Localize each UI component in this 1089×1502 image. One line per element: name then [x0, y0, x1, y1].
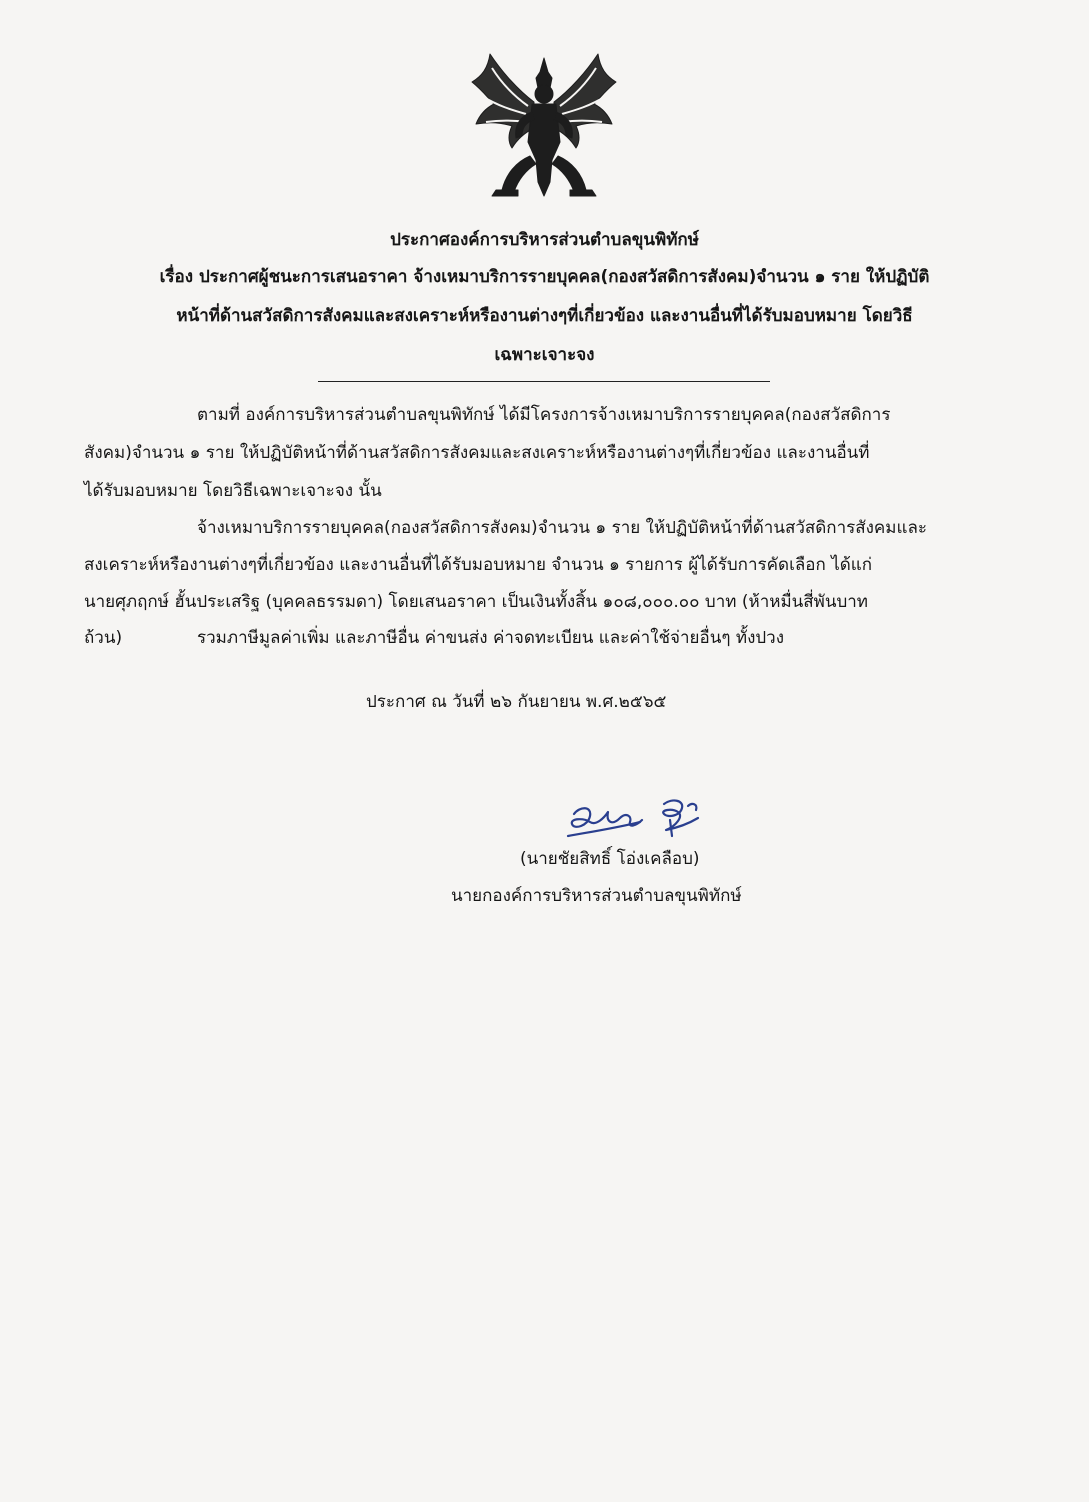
announcement-title: ประกาศองค์การบริหารส่วนตำบลขุนพิทักษ์: [390, 230, 699, 250]
paragraph-line: นายศุภฤกษ์ ฮั้นประเสริฐ (บุคคลธรรมดา) โดยเสนอราคา เป็นเงินทั้งสิ้น ๑๐๘,๐๐๐.๐๐ บาท (ห้าหมื่นสี่พันบาท: [84, 592, 869, 612]
paragraph-line: รวมภาษีมูลค่าเพิ่ม และภาษีอื่น ค่าขนส่ง ค่าจดทะเบียน และค่าใช้จ่ายอื่นๆ ทั้งปวง: [197, 628, 785, 648]
paragraph-line: สงเคราะห์หรืองานต่างๆที่เกี่ยวข้อง และงานอื่นที่ได้รับมอบหมาย จำนวน ๑ รายการ ผู้ได้รับการคัดเลือก ได้แก่: [84, 555, 873, 575]
subject-line: หน้าที่ด้านสวัสดิการสังคมและสงเคราะห์หรืองานต่างๆที่เกี่ยวข้อง และงานอื่นที่ได้รับมอบหมาย โดยวิธี: [176, 306, 913, 326]
paragraph-line: ได้รับมอบหมาย โดยวิธีเฉพาะเจาะจง นั้น: [84, 481, 382, 501]
signer-name: (นายชัยสิทธิ์ โอ่งเคลือบ): [520, 849, 700, 869]
title-divider: [318, 381, 770, 382]
signature-mark: [560, 796, 710, 846]
announce-date: ประกาศ ณ วันที่ ๒๖ กันยายน พ.ศ.๒๕๖๕: [366, 692, 667, 712]
paragraph-line: จ้างเหมาบริการรายบุคคล(กองสวัสดิการสังคม)จำนวน ๑ ราย ให้ปฏิบัติหน้าที่ด้านสวัสดิการสังคมและ: [197, 518, 928, 538]
paragraph-line: สังคม)จำนวน ๑ ราย ให้ปฏิบัติหน้าที่ด้านสวัสดิการสังคมและสงเคราะห์หรืองานต่างๆที่เกี่ยวข้อง และงานอื่นที่: [84, 443, 870, 463]
paragraph-line: ถ้วน): [84, 628, 123, 648]
paragraph-line: ตามที่ องค์การบริหารส่วนตำบลขุนพิทักษ์ ได้มีโครงการจ้างเหมาบริการรายบุคคล(กองสวัสดิการ: [197, 405, 891, 425]
signer-position: นายกองค์การบริหารส่วนตำบลขุนพิทักษ์: [451, 886, 742, 906]
subject-line: เรื่อง ประกาศผู้ชนะการเสนอราคา จ้างเหมาบริการรายบุคคล(กองสวัสดิการสังคม)จำนวน ๑ ราย ให้ปฏิบัติ: [159, 267, 930, 287]
garuda-emblem-icon: [468, 50, 620, 200]
subject-line: เฉพาะเจาะจง: [494, 345, 595, 365]
